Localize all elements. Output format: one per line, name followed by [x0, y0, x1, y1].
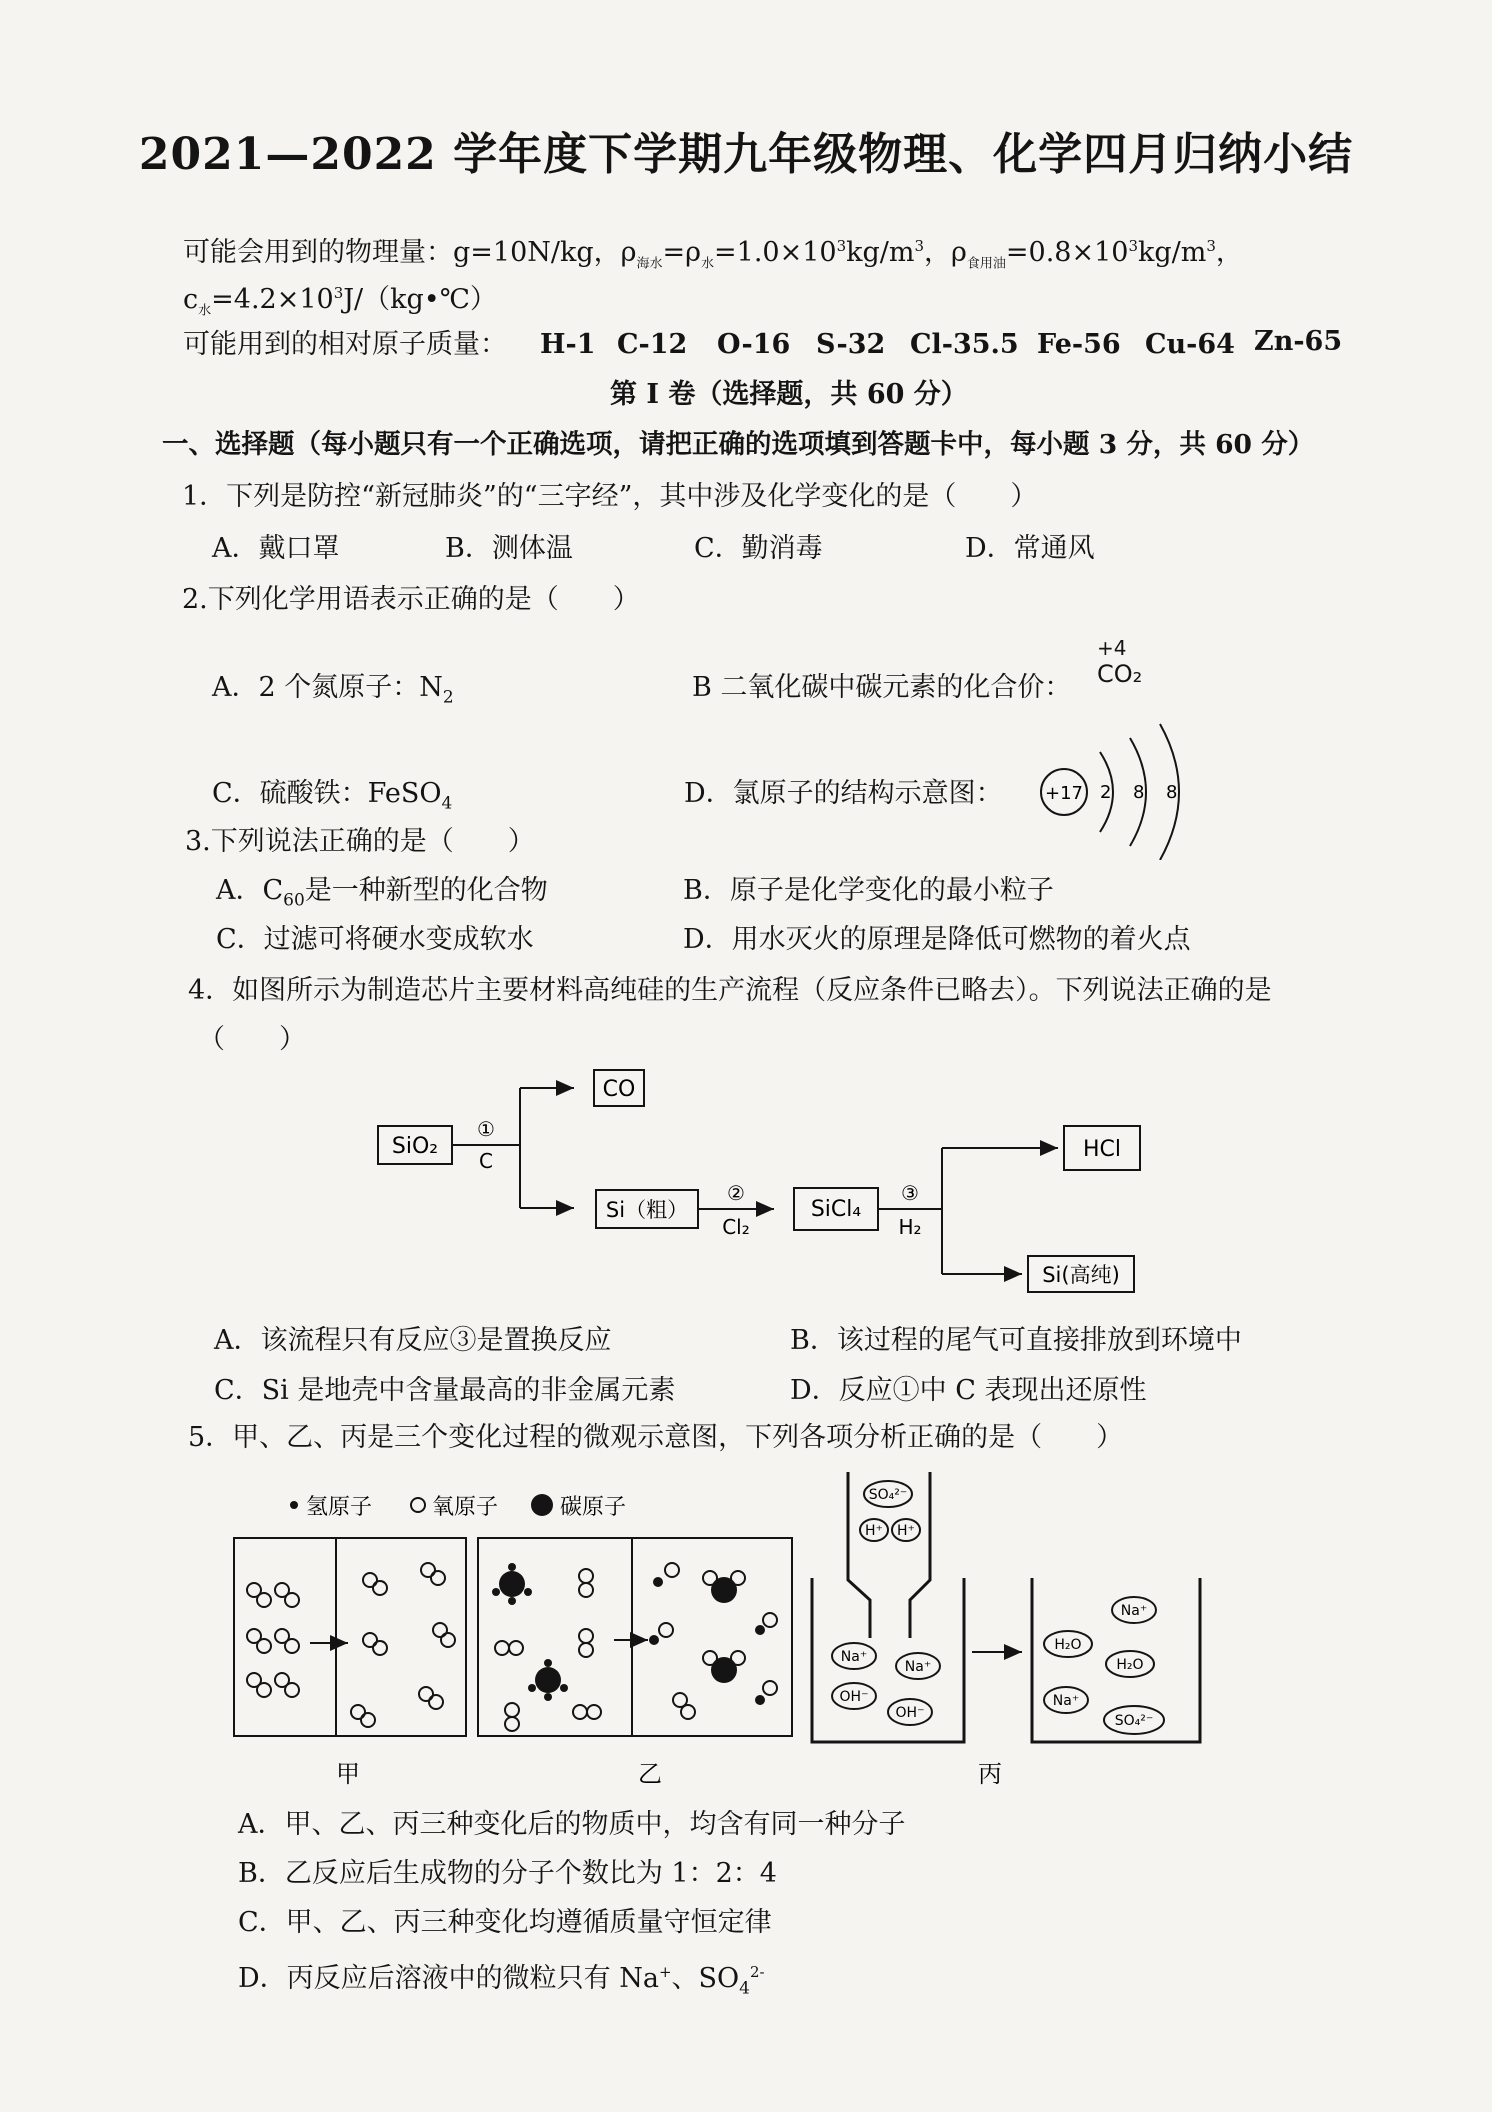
- carbon-circle-icon: [531, 1494, 553, 1516]
- atomic-mass-h: H-1: [540, 329, 596, 360]
- atomic-mass-zn: Zn-65: [1254, 326, 1343, 357]
- q1-stem: 1．下列是防控“新冠肺炎”的“三字经”，其中涉及化学变化的是（ ）: [182, 481, 1038, 512]
- c-symbol: c: [183, 284, 199, 315]
- q2-option-b: B 二氧化碳中碳元素的化合价：: [692, 672, 1072, 703]
- q4-option-d: D．反应①中 C 表现出还原性: [790, 1375, 1147, 1406]
- q2-stem: 2.下列化学用语表示正确的是（ ）: [182, 584, 640, 615]
- ion-before-na: Na⁺: [904, 1659, 932, 1675]
- q2-option-c-text: C．硫酸铁：FeSO: [212, 778, 442, 809]
- rho-subscript-seawater: 海水: [636, 256, 663, 272]
- atomic-mass-s: S-32: [816, 329, 886, 360]
- g-value: g=10N/kg，: [453, 237, 621, 268]
- subscript: 4: [739, 1978, 750, 1999]
- label-sicl4: SiCl₄: [810, 1197, 862, 1222]
- co2-formula: CO₂: [1097, 660, 1143, 688]
- atomic-mass-cu: Cu-64: [1145, 329, 1235, 360]
- rho-symbol: ρ: [620, 237, 637, 268]
- exponent: 3: [1128, 237, 1139, 255]
- q5-option-b: B．乙反应后生成物的分子个数比为 1：2：4: [238, 1858, 777, 1889]
- q5-option-c: C．甲、乙、丙三种变化均遵循质量守恒定律: [238, 1907, 772, 1938]
- panel-label-bing: 丙: [978, 1760, 1002, 1788]
- reagent-c: C: [479, 1149, 493, 1173]
- silicon-flow-diagram: [370, 1060, 1170, 1310]
- constants-label: 可能会用到的物理量：: [183, 237, 453, 268]
- q1-option-b: B．测体温: [445, 533, 573, 564]
- q5-option-a: A．甲、乙、丙三种变化后的物质中，均含有同一种分子: [238, 1809, 906, 1840]
- constants-line-1: [183, 229, 1243, 281]
- q2-option-c: [212, 777, 452, 820]
- atomic-mass-line: [183, 328, 507, 362]
- q5-option-d-pre: D．丙反应后溶液中的微粒只有 Na: [238, 1963, 659, 1994]
- ion-ellipses: [832, 1481, 1164, 1734]
- rho-value-1: =1.0×10: [714, 237, 837, 268]
- label-hcl: HCl: [1082, 1137, 1122, 1162]
- methane-molecule: [492, 1563, 532, 1605]
- exam-title: 2021—2022 学年度下学期九年级物理、化学四月归纳小结: [138, 129, 1354, 180]
- valence-label: +4: [1097, 636, 1127, 660]
- q3-option-a-post: 是一种新型的化合物: [304, 875, 548, 906]
- q3-option-a: [216, 874, 548, 917]
- legend-oxygen: 氧原子: [432, 1495, 499, 1520]
- step1-mark: ①: [477, 1117, 495, 1141]
- q4-option-a: A．该流程只有反应③是置换反应: [214, 1325, 612, 1356]
- chlorine-atom-diagram: [1030, 700, 1200, 860]
- subscript: 60: [283, 890, 305, 911]
- separator: ，: [924, 237, 952, 268]
- q4-option-b: B．该过程的尾气可直接排放到环境中: [790, 1325, 1242, 1356]
- section-title: 一、选择题（每小题只有一个正确选项，请把正确的选项填到答题卡中，每小题 3 分，共 60 分）: [162, 429, 1315, 460]
- q1-option-d: D．常通风: [965, 533, 1095, 564]
- jia-reactant-molecules: [247, 1583, 299, 1697]
- q1-option-a: A．戴口罩: [212, 533, 340, 564]
- q2-option-a-text: A．2 个氮原子：N: [212, 672, 443, 703]
- micro-diagram: [230, 1460, 1210, 1800]
- unit: kg/m: [1138, 237, 1207, 268]
- shell-electrons-1: 2: [1100, 782, 1112, 803]
- atomic-mass-fe: Fe-56: [1037, 329, 1121, 360]
- label-co: CO: [602, 1077, 636, 1102]
- c-unit: J/（kg•℃）: [343, 284, 497, 315]
- nucleus-charge: +17: [1045, 783, 1083, 804]
- atomic-mass-cl: Cl-35.5: [910, 329, 1019, 360]
- constants-line-2: [183, 276, 497, 328]
- ion-before-oh: OH⁻: [839, 1689, 869, 1705]
- subscript: 2: [442, 687, 454, 708]
- ion-after-h2o: H₂O: [1054, 1637, 1082, 1653]
- exponent: 3: [333, 284, 344, 302]
- panel-label-yi: 乙: [638, 1760, 662, 1788]
- part-title: 第 I 卷（选择题，共 60 分）: [610, 379, 968, 410]
- ion-top-h: H⁺: [897, 1523, 915, 1539]
- subscript: 4: [441, 793, 453, 814]
- separator: ，: [1215, 237, 1243, 268]
- ion-labels: [840, 1487, 1154, 1729]
- ion-after-h2o: H₂O: [1116, 1657, 1144, 1673]
- label-si-pure: Si(高纯): [1042, 1263, 1120, 1287]
- oxygen-circle-icon: [411, 1498, 425, 1512]
- q3-option-d: D．用水灭火的原理是降低可燃物的着火点: [683, 924, 1191, 955]
- step2-mark: ②: [727, 1181, 745, 1205]
- q4-stem: 4．如图所示为制造芯片主要材料高纯硅的生产流程（反应条件已略去）。下列说法正确的是: [188, 975, 1272, 1006]
- q5-option-d-mid: 、SO: [671, 1963, 740, 1994]
- jia-product-molecules: [351, 1563, 455, 1727]
- ion-before-oh: OH⁻: [895, 1705, 925, 1721]
- q2-option-a: [212, 671, 454, 714]
- rho-subscript-water: 水: [701, 256, 715, 272]
- atomic-mass-label: 可能用到的相对原子质量：: [183, 329, 507, 360]
- q2-option-d: D．氯原子的结构示意图：: [684, 778, 1003, 809]
- rho-equals: =ρ: [662, 237, 702, 268]
- label-si-crude: Si（粗）: [605, 1198, 689, 1222]
- c-value: =4.2×10: [211, 284, 334, 315]
- ion-top-h: H⁺: [865, 1523, 883, 1539]
- q3-option-a-pre: A．C: [216, 875, 284, 906]
- rho-symbol: ρ: [951, 237, 967, 268]
- shell-electrons-2: 8: [1133, 782, 1145, 803]
- legend-hydrogen: 氢原子: [306, 1495, 373, 1520]
- q4-option-c: C．Si 是地壳中含量最高的非金属元素: [214, 1375, 676, 1406]
- reagent-cl2: Cl₂: [722, 1215, 750, 1239]
- shell-electrons-3: 8: [1166, 782, 1178, 803]
- atomic-mass-c: C-12: [617, 329, 688, 360]
- unit: kg/m: [846, 237, 915, 268]
- legend-carbon: 碳原子: [560, 1495, 627, 1520]
- panel-yi-box: [478, 1538, 792, 1736]
- ion-after-na: Na⁺: [1120, 1603, 1148, 1619]
- atomic-mass-o: O-16: [717, 329, 791, 360]
- step3-mark: ③: [901, 1181, 919, 1205]
- label-sio2: SiO₂: [391, 1134, 439, 1159]
- rho-value-2: =0.8×10: [1005, 237, 1129, 268]
- q3-option-b: B．原子是化学变化的最小粒子: [683, 875, 1054, 906]
- q3-option-c: C．过滤可将硬水变成软水: [216, 924, 534, 955]
- exponent: 3: [836, 237, 847, 255]
- exponent: 3: [1206, 237, 1216, 255]
- ion-after-so4: SO₄²⁻: [1114, 1713, 1154, 1729]
- q4-paren: （ ）: [198, 1024, 306, 1055]
- superscript: 2-: [750, 1963, 765, 1981]
- rho-subscript-oil: 食用油: [966, 256, 1006, 272]
- methane-molecule: [528, 1659, 568, 1701]
- ion-before-na: Na⁺: [840, 1649, 868, 1665]
- superscript: +: [658, 1963, 672, 1981]
- c-subscript-water: 水: [198, 303, 212, 319]
- q5-option-d: [238, 1955, 765, 2005]
- q5-stem: 5．甲、乙、丙是三个变化过程的微观示意图，下列各项分析正确的是（ ）: [188, 1422, 1124, 1453]
- q3-stem: 3.下列说法正确的是（ ）: [185, 826, 535, 857]
- q1-option-c: C．勤消毒: [694, 533, 823, 564]
- exponent: 3: [914, 237, 925, 255]
- yi-product-molecules: [650, 1563, 777, 1719]
- ion-after-na: Na⁺: [1052, 1693, 1080, 1709]
- panel-label-jia: 甲: [336, 1760, 360, 1788]
- hydrogen-dot-icon: [290, 1501, 298, 1509]
- ion-top-so4: SO₄²⁻: [868, 1487, 908, 1503]
- reagent-h2: H₂: [898, 1215, 922, 1239]
- beaker-before: [812, 1578, 964, 1742]
